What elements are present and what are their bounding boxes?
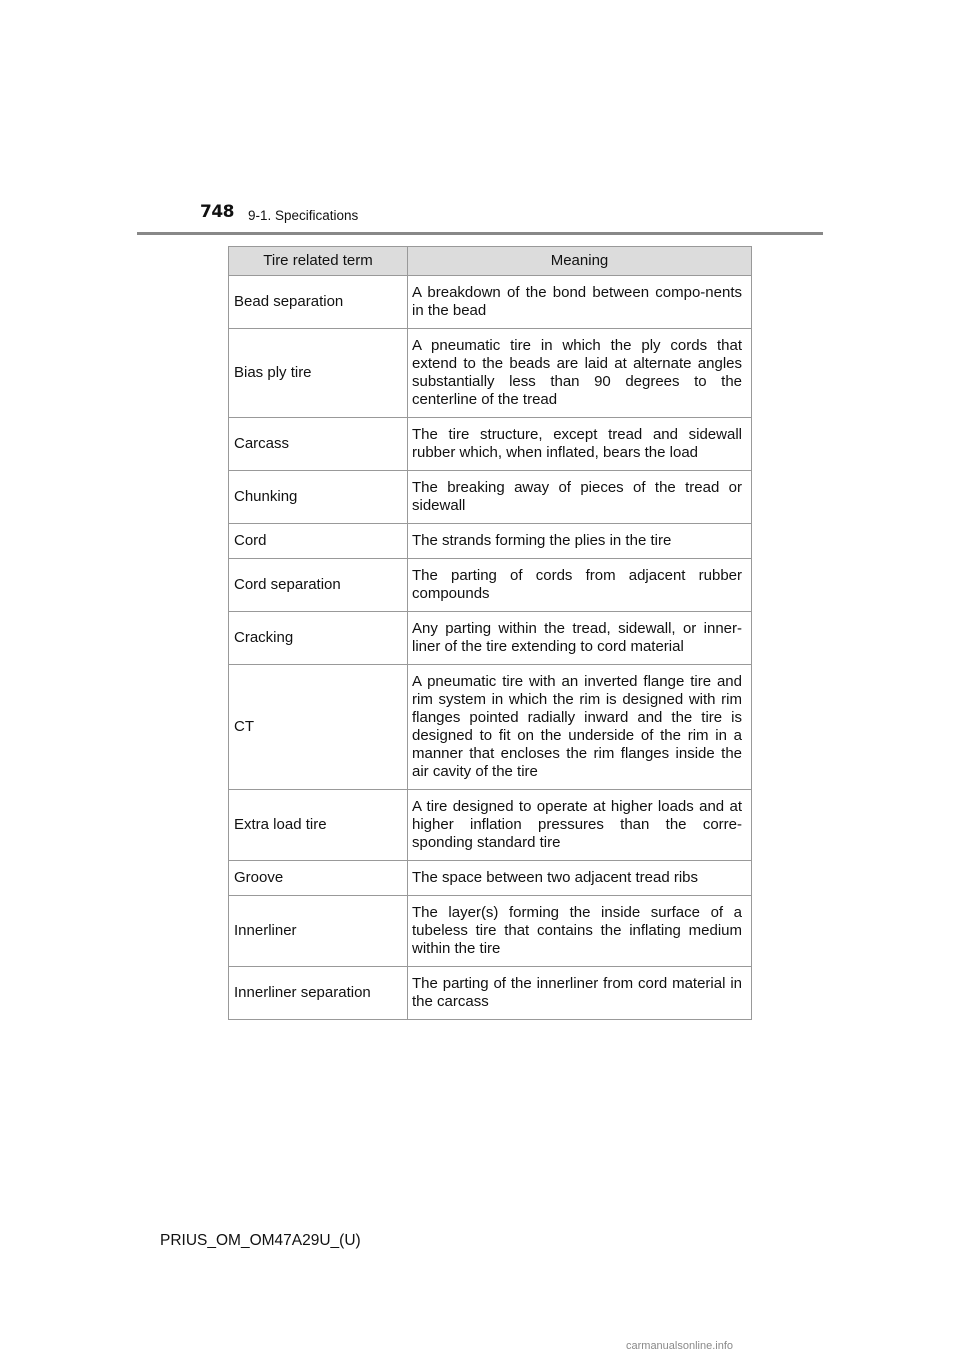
table-row (229, 418, 752, 471)
term-cell: Innerliner (229, 896, 408, 967)
term-cell: Carcass (229, 418, 408, 471)
table-row (229, 665, 752, 790)
table-row (229, 524, 752, 559)
page-number: 748 (200, 202, 234, 222)
term-cell: Extra load tire (229, 790, 408, 861)
term-cell: Bead separation (229, 276, 408, 329)
term-cell: Cord separation (229, 559, 408, 612)
column-header-meaning: Meaning (408, 247, 752, 276)
column-header-term: Tire related term (229, 247, 408, 276)
meaning-cell: A pneumatic tire in which the ply cords that extend to the beads are laid at alternate angles substantially less than 90 degrees to the centerline of the tread (408, 329, 752, 418)
tire-terms-table (228, 246, 752, 1020)
meaning-cell: The parting of the innerliner from cord material in the carcass (408, 967, 752, 1020)
table-row (229, 471, 752, 524)
meaning-cell: The layer(s) forming the inside surface of a tubeless tire that contains the inflating medium within the tire (408, 896, 752, 967)
table-row (229, 790, 752, 861)
watermark: carmanualsonline.info (626, 1340, 734, 1352)
table-row (229, 896, 752, 967)
term-cell: Innerliner separation (229, 967, 408, 1020)
term-cell: Cord (229, 524, 408, 559)
document-code-footer: PRIUS_OM_OM47A29U_(U) (160, 1232, 361, 1249)
table-row (229, 967, 752, 1020)
meaning-cell: The space between two adjacent tread ribs (408, 861, 752, 896)
term-cell: Chunking (229, 471, 408, 524)
table-row (229, 329, 752, 418)
meaning-cell: The strands forming the plies in the tire (408, 524, 752, 559)
term-cell: Groove (229, 861, 408, 896)
table-row (229, 861, 752, 896)
table-row (229, 276, 752, 329)
meaning-cell: A pneumatic tire with an inverted flange tire and rim system in which the rim is designed with rim flanges pointed radially inward and the tire is designed to fit on the underside of the rim in a manner that encloses the rim flanges inside the air cavity of the tire (408, 665, 752, 790)
table-header-row (229, 247, 752, 276)
term-cell: Cracking (229, 612, 408, 665)
meaning-cell: A breakdown of the bond between compo-nents in the bead (408, 276, 752, 329)
term-cell: Bias ply tire (229, 329, 408, 418)
meaning-cell: A tire designed to operate at higher loads and at higher inflation pressures than the corre-sponding standard tire (408, 790, 752, 861)
table-row (229, 559, 752, 612)
meaning-cell: The parting of cords from adjacent rubber compounds (408, 559, 752, 612)
meaning-cell: The breaking away of pieces of the tread or sidewall (408, 471, 752, 524)
term-cell: CT (229, 665, 408, 790)
meaning-cell: Any parting within the tread, sidewall, or inner-liner of the tire extending to cord material (408, 612, 752, 665)
table-row (229, 612, 752, 665)
section-title: 9-1. Specifications (248, 208, 359, 223)
meaning-cell: The tire structure, except tread and sidewall rubber which, when inflated, bears the load (408, 418, 752, 471)
header-divider (137, 232, 823, 235)
